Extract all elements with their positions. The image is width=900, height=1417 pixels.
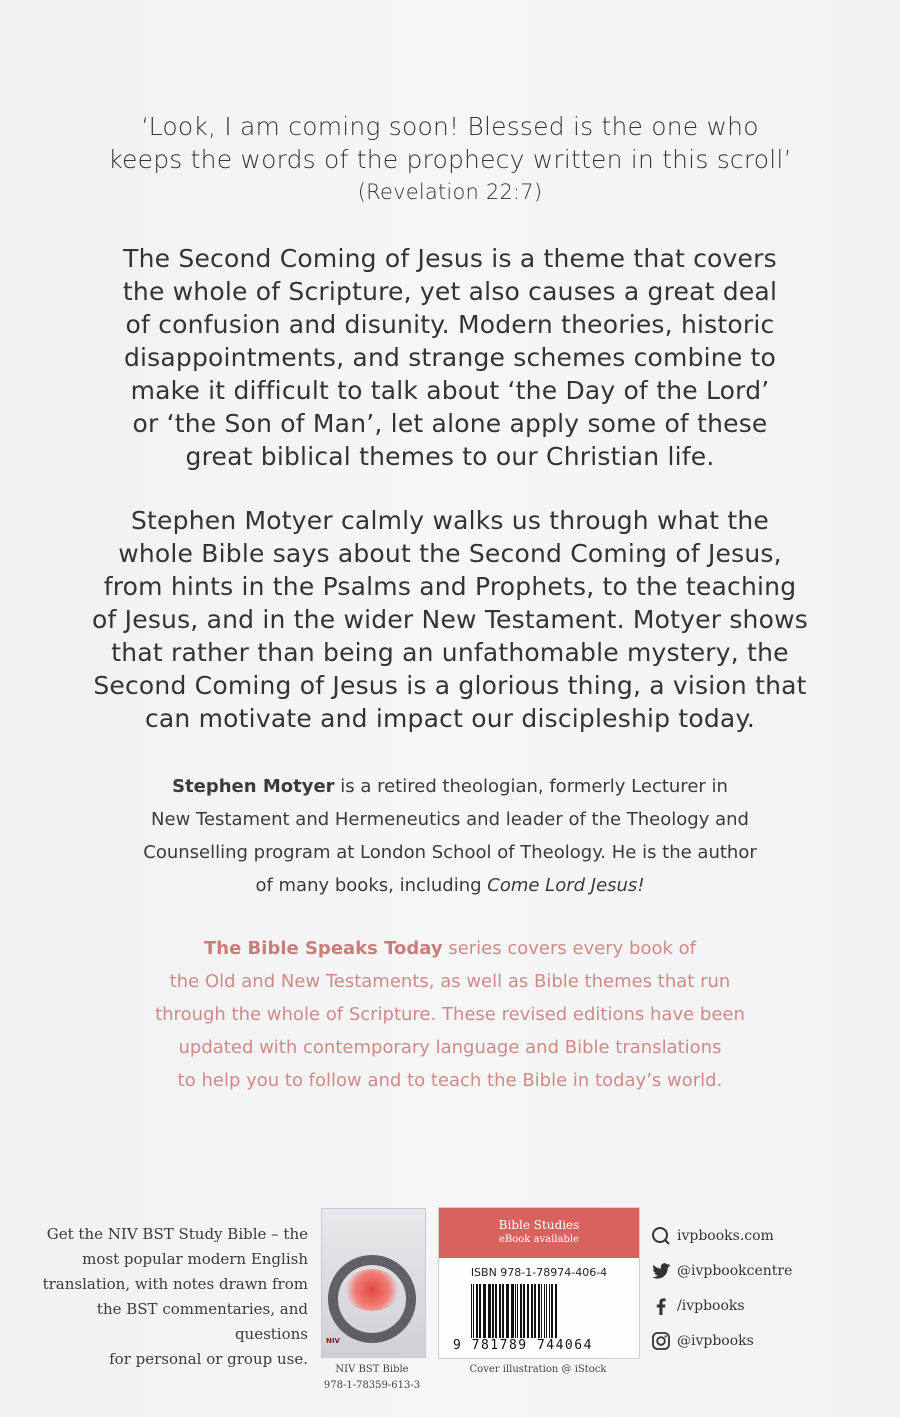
bio-text: of many books, including bbox=[255, 875, 488, 896]
bio-line: New Testament and Hermeneutics and leader of the Theology and bbox=[151, 809, 749, 830]
barcode-bar bbox=[492, 1284, 494, 1338]
barcode-bar bbox=[534, 1284, 536, 1338]
ebook-label: eBook available bbox=[499, 1234, 579, 1245]
description-paragraph-2 bbox=[0, 504, 900, 735]
niv-bible-cover-image bbox=[321, 1208, 426, 1358]
bio-line bbox=[0, 869, 900, 902]
text-line: make it difficult to talk about ‘the Day of the Lord’ bbox=[130, 376, 770, 405]
promo-line: most popular modern English bbox=[82, 1250, 308, 1268]
series-line: updated with contemporary language and Bible translations bbox=[178, 1037, 722, 1058]
isbn-barcode-box bbox=[438, 1207, 640, 1359]
barcode-bar bbox=[483, 1284, 486, 1338]
facebook-label: /ivpbooks bbox=[677, 1297, 745, 1314]
illustration-credit: Cover illustration @ iStock bbox=[469, 1364, 607, 1375]
study-bible-promo bbox=[36, 1222, 308, 1372]
cover-glow-graphic bbox=[344, 1269, 400, 1311]
promo-line: Get the NIV BST Study Bible – the bbox=[46, 1225, 308, 1243]
barcode-bar bbox=[531, 1284, 533, 1338]
barcode-bar bbox=[506, 1284, 509, 1338]
text-line: disappointments, and strange schemes combine to bbox=[123, 343, 777, 372]
barcode-bar bbox=[551, 1284, 553, 1338]
promo-line: the BST commentaries, and questions bbox=[96, 1300, 308, 1343]
series-name: The Bible Speaks Today bbox=[203, 938, 443, 959]
barcode-bar bbox=[502, 1284, 504, 1338]
quote-line: ‘Look, I am coming soon! Blessed is the one who bbox=[141, 112, 759, 141]
category-label: Bible Studies bbox=[498, 1218, 580, 1232]
bio-line bbox=[0, 770, 900, 803]
website-link[interactable] bbox=[651, 1218, 851, 1253]
text-line: great biblical themes to our Christian life. bbox=[185, 442, 715, 471]
epigraph-quote bbox=[0, 110, 900, 209]
text-line: from hints in the Psalms and Prophets, to the teaching bbox=[103, 572, 797, 601]
barcode-bar bbox=[479, 1284, 481, 1338]
barcode-bar bbox=[473, 1284, 474, 1338]
text-line: of Jesus, and in the wider New Testament. Motyer shows bbox=[92, 605, 808, 634]
barcode-bar bbox=[495, 1284, 497, 1338]
barcode-bar bbox=[523, 1284, 525, 1338]
barcode-bar bbox=[546, 1284, 547, 1338]
barcode-bar bbox=[476, 1284, 478, 1338]
niv-bible-caption bbox=[310, 1362, 434, 1394]
text-line: of confusion and disunity. Modern theories, historic bbox=[125, 310, 775, 339]
niv-bible-title: NIV BST Bible bbox=[335, 1364, 409, 1375]
barcode-digits: 9 781789 744064 bbox=[453, 1338, 593, 1353]
instagram-label: @ivpbooks bbox=[677, 1332, 754, 1349]
cover-niv-label: NIV bbox=[326, 1337, 340, 1345]
text-line: can motivate and impact our discipleship today. bbox=[144, 704, 756, 733]
series-line bbox=[0, 932, 900, 965]
barcode-bar bbox=[499, 1284, 501, 1338]
barcode-bar bbox=[471, 1284, 472, 1338]
instagram-icon bbox=[651, 1331, 671, 1351]
instagram-link[interactable] bbox=[651, 1323, 851, 1358]
text-line: the whole of Scripture, yet also causes a great deal bbox=[122, 277, 778, 306]
series-text: series covers every book of bbox=[442, 938, 696, 959]
search-icon bbox=[651, 1226, 671, 1246]
series-line: through the whole of Scripture. These revised editions have been bbox=[155, 1004, 745, 1025]
barcode-bar bbox=[527, 1284, 529, 1338]
facebook-link[interactable] bbox=[651, 1288, 851, 1323]
barcode-bar bbox=[555, 1284, 557, 1338]
twitter-icon bbox=[651, 1261, 671, 1281]
text-line: Stephen Motyer calmly walks us through what the bbox=[130, 506, 769, 535]
barcode-graphic bbox=[469, 1284, 615, 1338]
barcode-bar bbox=[541, 1284, 542, 1338]
barcode-bar bbox=[515, 1284, 516, 1338]
barcode-bar bbox=[544, 1284, 545, 1338]
bio-text: is a retired theologian, formerly Lecturer in bbox=[334, 776, 728, 797]
barcode-bar bbox=[538, 1284, 540, 1338]
barcode-bar bbox=[511, 1284, 514, 1338]
text-line: whole Bible says about the Second Coming of Jesus, bbox=[118, 539, 782, 568]
text-line: Second Coming of Jesus is a glorious thing, a vision that bbox=[93, 671, 807, 700]
quote-reference: (Revelation 22:7) bbox=[357, 180, 543, 204]
isbn-number: ISBN 978-1-78974-406-4 bbox=[470, 1266, 608, 1279]
text-line: that rather than being an unfathomable mystery, the bbox=[111, 638, 789, 667]
social-links bbox=[651, 1218, 851, 1358]
barcode-bar bbox=[549, 1284, 550, 1338]
series-line: to help you to follow and to teach the Bible in today’s world. bbox=[177, 1070, 723, 1091]
niv-bible-isbn: 978-1-78359-613-3 bbox=[323, 1380, 421, 1391]
author-bio bbox=[0, 770, 900, 902]
promo-line: for personal or group use. bbox=[109, 1350, 308, 1368]
website-label: ivpbooks.com bbox=[677, 1227, 774, 1244]
promo-line: translation, with notes drawn from bbox=[42, 1275, 308, 1293]
author-name: Stephen Motyer bbox=[172, 776, 335, 797]
series-line: the Old and New Testaments, as well as Bible themes that run bbox=[169, 971, 731, 992]
category-banner bbox=[439, 1208, 639, 1258]
barcode-bar bbox=[517, 1284, 518, 1338]
book-title: Come Lord Jesus! bbox=[487, 875, 645, 896]
twitter-label: @ivpbookcentre bbox=[677, 1262, 793, 1279]
text-line: The Second Coming of Jesus is a theme that covers bbox=[123, 244, 777, 273]
text-line: or ‘the Son of Man’, let alone apply some of these bbox=[132, 409, 768, 438]
barcode-bar bbox=[520, 1284, 522, 1338]
quote-line: keeps the words of the prophecy written in this scroll’ bbox=[108, 145, 792, 174]
facebook-icon bbox=[651, 1296, 671, 1316]
series-description bbox=[0, 932, 900, 1097]
twitter-link[interactable] bbox=[651, 1253, 851, 1288]
description-paragraph-1 bbox=[0, 242, 900, 473]
barcode-bar bbox=[488, 1284, 491, 1338]
bio-line: Counselling program at London School of Theology. He is the author bbox=[143, 842, 757, 863]
